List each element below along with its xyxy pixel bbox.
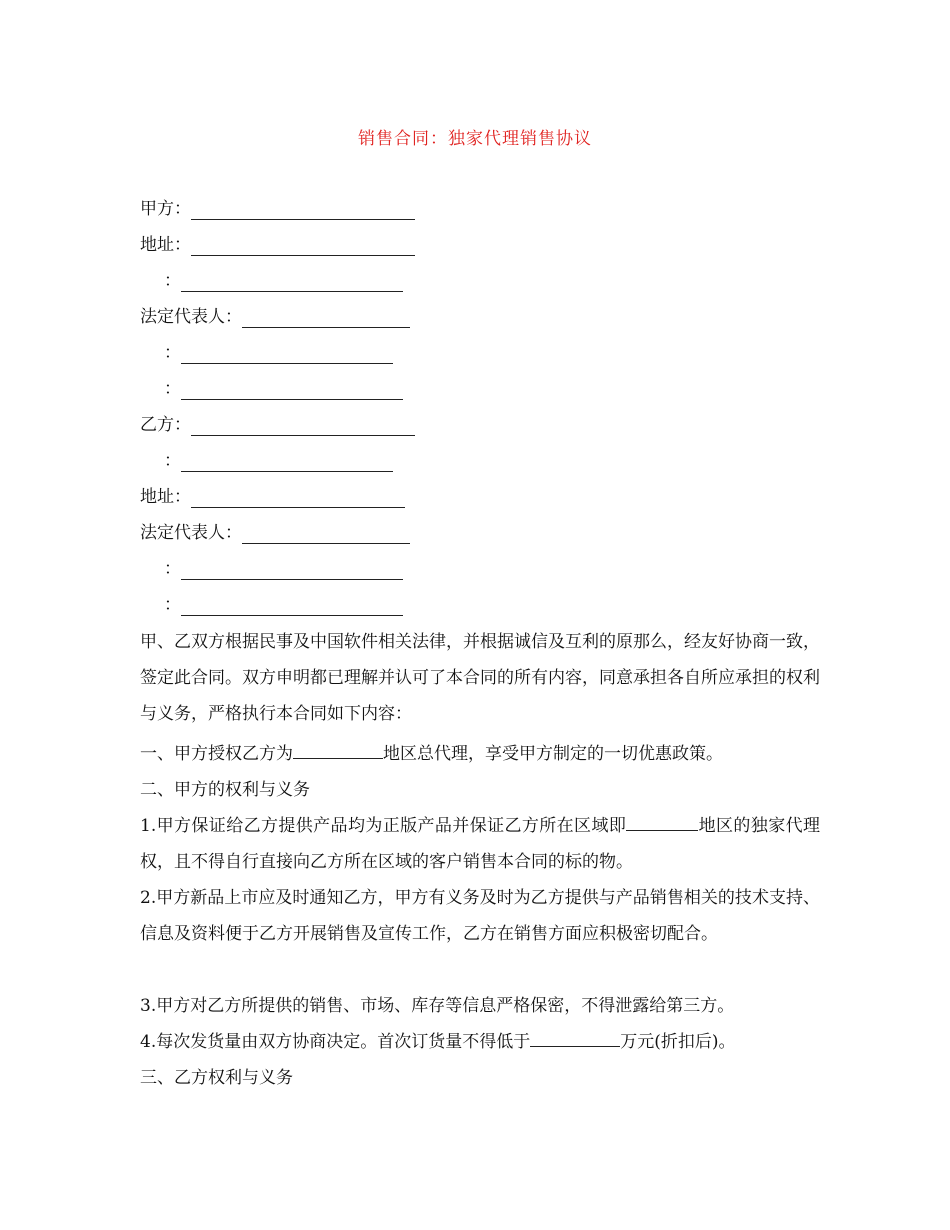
- field-label: ：: [164, 451, 181, 471]
- section-2-heading: 二、甲方的权利与义务: [140, 780, 310, 800]
- field-label: 法定代表人：: [140, 307, 242, 327]
- section-3-heading: 三、乙方权利与义务: [140, 1068, 293, 1088]
- intro-paragraph: 甲、乙双方根据民事及中国软件相关法律，并根据诚信及互利的原那么，经友好协商一致，签定此合同。双方申明都已理解并认可了本合同的所有内容，同意承担各自所应承担的权利与义务，严格执行本合同如下内容：: [140, 632, 820, 724]
- field-label: ：: [164, 595, 181, 615]
- party-b-extra-field: [164, 558, 403, 580]
- item-text: 万元(折扣后)。: [620, 1032, 736, 1052]
- clause-1: [140, 736, 820, 772]
- blank-line: [191, 419, 415, 436]
- party-a-extra-field: [164, 342, 393, 364]
- blank-line: [626, 814, 698, 831]
- party-a-address-field: [140, 234, 415, 256]
- blank-line: [181, 599, 403, 616]
- field-label: ：: [164, 379, 181, 399]
- field-label: 地址：: [140, 235, 191, 255]
- party-a-extra-field: [164, 270, 403, 292]
- field-label: 法定代表人：: [140, 523, 242, 543]
- blank-line: [181, 275, 403, 292]
- field-label: ：: [164, 559, 181, 579]
- blank-line: [181, 455, 393, 472]
- item-text: 地区的独家代理权，且不得自行直接向乙方所在区域的客户销售本合同的标的物。: [140, 816, 821, 872]
- blank-line: [293, 742, 383, 759]
- document-title: 销售合同：独家代理销售协议: [358, 129, 592, 149]
- blank-line: [242, 311, 410, 328]
- clause-text: 一、甲方授权乙方为: [140, 744, 293, 764]
- party-b-extra-field: [164, 594, 403, 616]
- party-b-field: [140, 414, 415, 436]
- item-2: 2.甲方新品上市应及时通知乙方，甲方有义务及时为乙方提供与产品销售相关的技术支持、信息及资料便于乙方开展销售及宣传工作，乙方在销售方面应积极密切配合。: [140, 888, 820, 944]
- field-label: ：: [164, 343, 181, 363]
- field-label: ：: [164, 271, 181, 291]
- field-label: 地址：: [140, 487, 191, 507]
- field-label: 甲方：: [140, 199, 191, 219]
- item-4: [140, 1024, 820, 1060]
- blank-line: [191, 239, 415, 256]
- party-a-field: [140, 198, 415, 220]
- party-a-legal-rep-field: [140, 306, 410, 328]
- blank-line: [181, 347, 393, 364]
- blank-line: [181, 563, 403, 580]
- party-b-address-field: [140, 486, 405, 508]
- blank-line: [181, 383, 403, 400]
- field-label: 乙方：: [140, 415, 191, 435]
- blank-line: [191, 491, 405, 508]
- blank-line: [191, 203, 415, 220]
- party-b-extra-field: [164, 450, 393, 472]
- clause-text: 地区总代理，享受甲方制定的一切优惠政策。: [383, 744, 723, 764]
- item-text: 1.甲方保证给乙方提供产品均为正版产品并保证乙方所在区域即: [140, 816, 627, 836]
- blank-line: [530, 1030, 620, 1047]
- item-1: [140, 808, 820, 880]
- item-text: 4.每次发货量由双方协商决定。首次订货量不得低于: [140, 1032, 531, 1052]
- item-3: 3.甲方对乙方所提供的销售、市场、库存等信息严格保密，不得泄露给第三方。: [140, 996, 735, 1016]
- blank-line: [242, 527, 410, 544]
- party-a-extra-field: [164, 378, 403, 400]
- party-b-legal-rep-field: [140, 522, 410, 544]
